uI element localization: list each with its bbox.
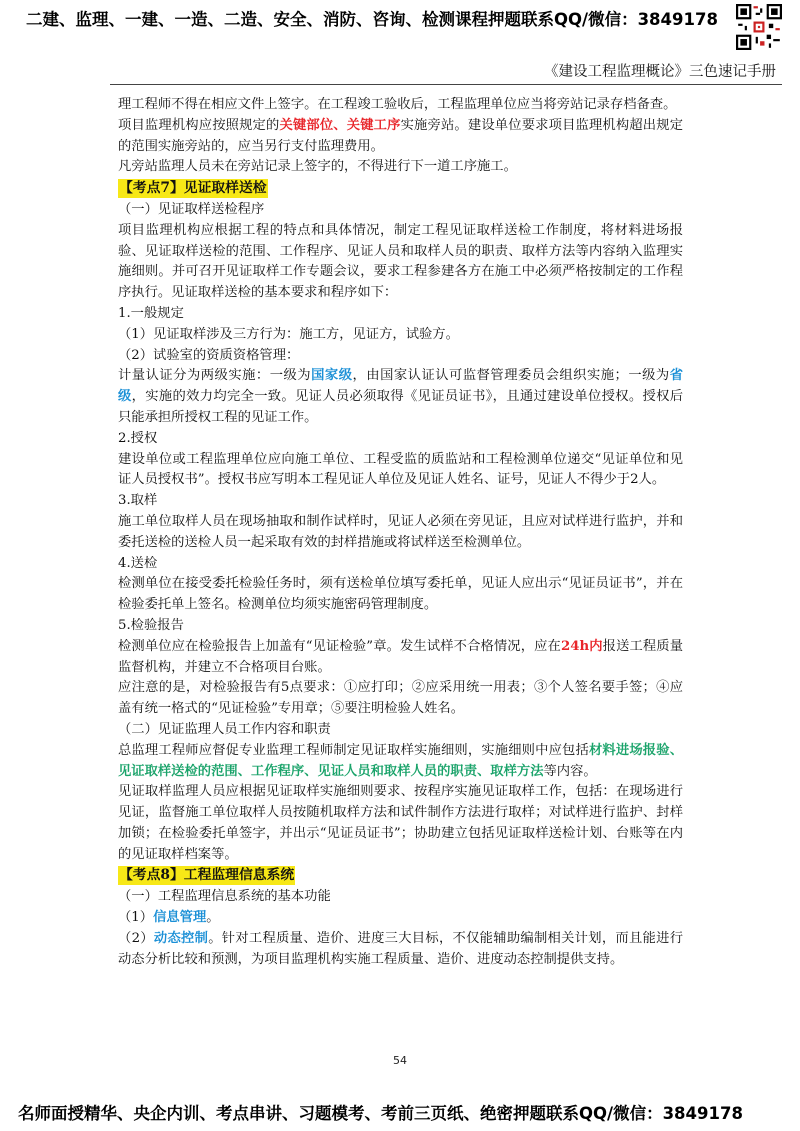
paragraph (118, 741, 683, 783)
paragraph (118, 637, 683, 679)
paragraph: 施工单位取样人员在现场抽取和制作试样时，见证人必须在旁见证，且应对试样进行监护，并和委托送检的送检人员一起采取有效的封样措施或将试样送至检测单位。 (118, 513, 683, 550)
subheading: 4.送检 (118, 555, 158, 571)
subheading: 1.一般规定 (118, 305, 184, 321)
key-point-heading (118, 178, 683, 200)
text-run: 实施旁站。建设单位要求项目监理机构超出规定的范围实施旁站的，应当另行支付监理费用。 (118, 117, 684, 154)
top-contact-banner: 二建、监理、一建、一造、二造、安全、消防、咨询、检测课程押题联系QQ/微信：3849178 (26, 10, 718, 29)
header-divider (110, 84, 782, 85)
paragraph (118, 116, 683, 158)
text-run: 。 (206, 910, 220, 926)
text-run: 总监理工程师应督促专业监理工程师制定见证取样实施细则，实施细则中应包括 (118, 742, 589, 758)
paragraph (118, 929, 683, 971)
section-heading: （二）见证监理人员工作内容和职责 (118, 721, 331, 737)
paragraph: 应注意的是，对检验报告有5点要求：①应打印；②应采用统一用表；③个人签名要手签；④应盖有统一格式的“见证检验”专用章；⑤要注明检验人姓名。 (118, 680, 683, 717)
text-run: 项目监理机构应按照规定的 (118, 117, 280, 133)
red-keyword: 关键部位、关键工序 (279, 117, 401, 133)
text-run: 报送工程质量监督机构，并建立不合格项目台账。 (118, 638, 684, 675)
page-number: 54 (393, 1054, 407, 1067)
bottom-contact-banner: 名师面授精华、央企内训、考点串讲、习题模考、考前三页纸、绝密押题联系QQ/微信：3849178 (18, 1104, 743, 1123)
text-run: ，由国家认证认可监督管理委员会组织实施；一级为 (352, 368, 670, 384)
paragraph: 凡旁站监理人员未在旁站记录上签字的，不得进行下一道工序施工。 (118, 159, 517, 175)
subheading: 5.检验报告 (118, 617, 184, 633)
text-run: 检测单位应在检验报告上加盖有“见证检验”章。发生试样不合格情况，应在 (118, 638, 561, 654)
text-run: 等内容。 (543, 763, 597, 779)
blue-keyword: 信息管理 (153, 910, 207, 926)
key-point-heading (118, 865, 683, 887)
subheading: 2.授权 (118, 430, 158, 446)
section-heading: （一）工程监理信息系统的基本功能 (118, 889, 331, 905)
text-run: （2） (118, 930, 154, 946)
green-keyword: 材料进场报验、见证取样送检的范围、工作程序、见证人员和取样人员的职责、取样方法 (118, 742, 684, 779)
qr-code-icon (736, 4, 782, 50)
text-run: （1） (118, 910, 154, 926)
list-item: （1）见证取样涉及三方行为：施工方，见证方，试验方。 (118, 326, 459, 342)
text-run: 。针对工程质量、造价、进度三大目标，不仅能辅助编制相关计划，而且能进行动态分析比较和预测，为项目监理机构实施工程质量、造价、进度动态控制提供支持。 (118, 930, 683, 967)
key-point-8-label: 【考点8】工程监理信息系统 (119, 867, 295, 884)
paragraph: 理工程师不得在相应文件上签字。在工程竣工验收后，工程监理单位应当将旁站记录存档备查。 (118, 97, 677, 112)
list-item (118, 908, 683, 929)
paragraph: 检测单位在接受委托检验任务时，须有送检单位填写委托单，见证人应出示“见证员证书”，并在检验委托单上签名。检测单位均须实施密码管理制度。 (118, 576, 683, 613)
list-item: （2）试验室的资质资格管理： (118, 347, 300, 363)
text-run: ，实施的效力均完全一致。见证人员必须取得《见证员证书》，且通过建设单位授权。授权后只能承担所授权工程的见证工作。 (118, 389, 683, 425)
page-content (118, 95, 683, 970)
blue-keyword: 省级 (118, 368, 684, 405)
key-point-7-label: 【考点7】见证取样送检 (119, 180, 267, 197)
subheading: 3.取样 (118, 493, 158, 509)
section-heading: （一）见证取样送检程序 (118, 201, 265, 217)
red-keyword: 24h内 (560, 638, 603, 654)
paragraph (118, 366, 683, 428)
blue-keyword: 动态控制 (153, 930, 209, 946)
blue-keyword: 国家级 (311, 368, 353, 384)
document-title: 《建设工程监理概论》三色速记手册 (544, 64, 776, 80)
text-run: 计量认证分为两级实施：一级为 (118, 368, 312, 384)
paragraph: 建设单位或工程监理单位应向施工单位、工程受监的质监站和工程检测单位递交“见证单位和见证人员授权书”。授权书应写明本工程见证人单位及见证人姓名、证号，见证人不得少于2人。 (118, 451, 683, 488)
paragraph: 见证取样监理人员应根据见证取样实施细则要求、按程序实施见证取样工作，包括：在现场进行见证，监督施工单位取样人员按随机取样方法和试件制作方法进行取样；对试样进行监护、封样加锁；在检验委托单签字，并出示“见证员证书”；协助建立包括见证取样送检计划、台账等在内的见证取样档案等。 (118, 784, 683, 862)
paragraph: 项目监理机构应根据工程的特点和具体情况，制定工程见证取样送检工作制度，将材料进场报验、见证取样送检的范围、工作程序、见证人员和取样人员的职责、取样方法等内容纳入监理实施细则。并可召开见证取样工作专题会议，要求工程参建各方在施工中必须严格按制定的工作程序执行。见证取样送检的基本要求和程序如下： (118, 222, 683, 301)
